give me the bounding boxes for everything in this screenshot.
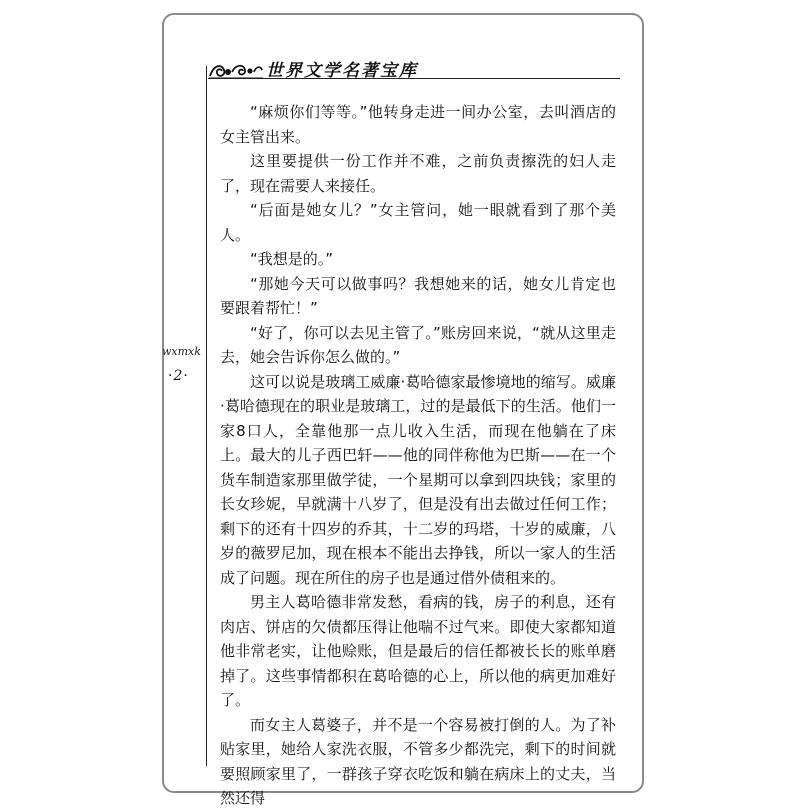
- paragraph: “后面是她女儿？”女主管问，她一眼就看到了那个美人。: [220, 201, 616, 244]
- header-rule: [208, 78, 620, 79]
- scroll-flourish-icon: [208, 58, 264, 80]
- margin-marker: wxmxk: [162, 345, 201, 358]
- paragraph: 而女主人葛婆子，并不是一个容易被打倒的人。为了补贴家里，她给人家洗衣服，不管多少都洗完，剩下的时间就要照顾家里了，一群孩子穿衣吃饭和躺在病床上的丈夫，当然还得: [220, 715, 616, 807]
- body-text: [220, 100, 616, 811]
- paragraph: 这可以说是玻璃工威廉·葛哈德家最惨境地的缩写。威廉·葛哈德现在的职业是玻璃工，过的是最低下的生活。他们一家8口人，全靠他那一点儿收入生活，而现在他躺在了床上。最大的儿子西巴轩——他的同伴称他为巴斯——在一个货车制造家那里做学徒，一个星期可以拿到四块钱；家里的长女珍妮，早就满十八岁了，但是没有出去做过任何工作；剩下的还有十四岁的乔其，十二岁的玛塔，十岁的威廉，八岁的薇罗尼加，现在根本不能出去挣钱，所以一家人的生活成了问题。现在所住的房子也是通过借外债租来的。: [220, 372, 616, 587]
- paragraph: “麻烦你们等等。”他转身走进一间办公室，去叫酒店的女主管出来。: [220, 103, 616, 146]
- paragraph: 男主人葛哈德非常发愁，看病的钱，房子的利息，还有肉店、饼店的欠债都压得让他喘不过气来。即使大家都知道他非常老实，让他赊账，但是最后的信任都被长长的账单磨掉了。这些事情都积在葛哈德的心上，所以他的病更加难好了。: [220, 593, 616, 709]
- paragraph: “那她今天可以做事吗？我想她来的话，她女儿肯定也要跟着帮忙！”: [220, 274, 616, 317]
- paragraph: “好了，你可以去见主管了。”账房回来说，“就从这里走去，她会告诉你怎么做的。”: [220, 323, 616, 366]
- page-number: ·2·: [168, 368, 189, 384]
- series-title: 世界文学名著宝库: [266, 61, 418, 81]
- paragraph: “我想是的。”: [250, 250, 334, 268]
- margin-rule: [206, 66, 207, 766]
- paragraph: 这里要提供一份工作并不难，之前负责擦洗的妇人走了，现在需要人来接任。: [220, 152, 616, 195]
- book-page: [162, 20, 634, 807]
